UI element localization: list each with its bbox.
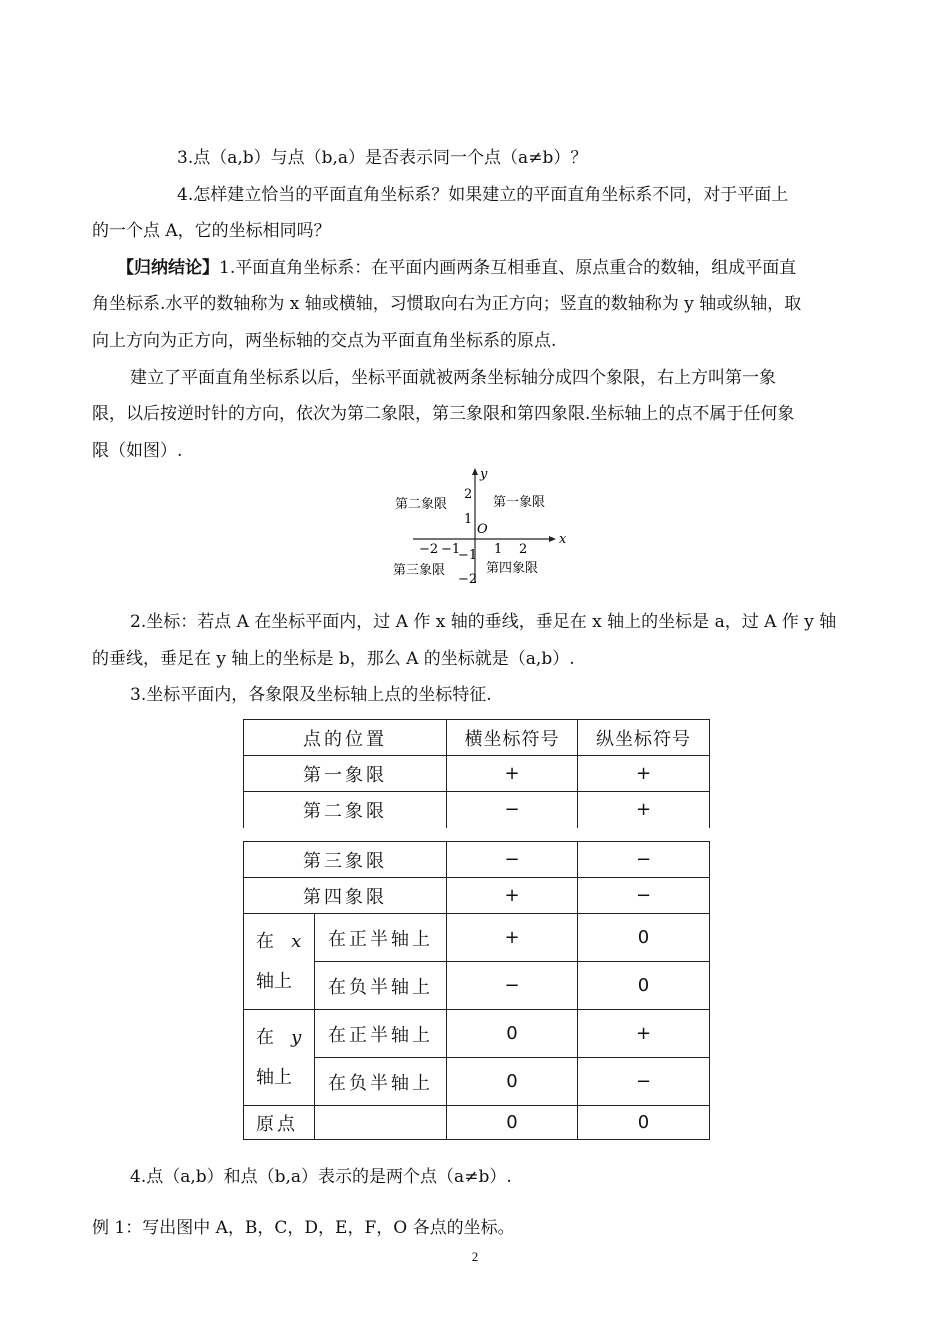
table-row [244,842,710,878]
y-sign: 0 [578,962,710,1010]
header-x-sign: 横坐标符号 [447,720,578,756]
on-x-axis-suffix: 轴上 [256,970,292,992]
y-sign: − [578,842,710,878]
x-sign: 0 [447,1010,578,1058]
x-tick-label: −1 [441,542,461,557]
x-sign: − [447,842,578,878]
y-tick-label: 2 [464,487,473,502]
x-tick-label: −2 [419,542,439,557]
origin-label: O [477,522,488,537]
quadrant-2-label: 第二象限 [395,497,448,512]
quadrant-paragraph-line1: 建立了平面直角坐标系以后，坐标平面就被两条坐标轴分成四个象限，右上方叫第一象 [130,368,776,388]
table-row [244,756,710,792]
y-sign: + [578,792,710,828]
quadrant-3-label: 第三象限 [393,563,446,578]
on-y-axis-suffix: 轴上 [256,1066,292,1088]
x-tick-label: 2 [519,542,528,557]
x-sign: − [447,792,578,828]
x-sign: + [447,914,578,962]
header-position: 点的位置 [244,720,447,756]
quadrant-4-label: 第四象限 [486,561,539,576]
x-axis-arrow [549,536,556,542]
row-label: 第二象限 [244,792,447,828]
on-x-axis-word: 在 [256,930,274,952]
question-3: 3.点（a,b）与点（b,a）是否表示同一个点（a≠b）？ [177,148,588,168]
sub-row-label: 在负半轴上 [315,962,447,1010]
page-number: 2 [471,1249,479,1264]
empty-cell [315,1106,447,1140]
row-label: 第四象限 [244,878,447,914]
x-sign: 0 [447,1106,578,1140]
table-row [244,1010,710,1058]
y-tick-label: 1 [464,512,473,527]
table-row [244,792,710,828]
table-header-row [244,720,710,756]
x-sign: − [447,962,578,1010]
on-y-axis-label [244,1010,315,1106]
sign-table-part1 [243,719,710,828]
x-sign: 0 [447,1058,578,1106]
row-label: 第三象限 [244,842,447,878]
y-tick-label: −1 [458,548,478,563]
conclusion-tag: 【归纳结论】 [117,258,219,278]
y-sign: + [578,756,710,792]
x-axis-label: x [559,532,567,547]
x-sign: + [447,878,578,914]
on-x-axis-label [244,914,315,1010]
y-axis-label: y [480,467,488,482]
conclusion-1-line1 [117,257,796,279]
y-sign: 0 [578,914,710,962]
sign-rules-heading: 3.坐标平面内，各象限及坐标轴上点的坐标特征. [130,685,492,705]
sub-row-label: 在正半轴上 [315,1010,447,1058]
row-label: 原点 [244,1106,315,1140]
y-sign: 0 [578,1106,710,1140]
question-4-line1: 4.怎样建立恰当的平面直角坐标系？如果建立的平面直角坐标系不同，对于平面上 [177,185,789,205]
row-label: 第一象限 [244,756,447,792]
example-1: 例 1：写出图中 A，B，C，D，E，F，O 各点的坐标。 [92,1218,515,1238]
y-tick-label: −2 [458,572,478,587]
y-sign: − [578,1058,710,1106]
quadrant-1-label: 第一象限 [493,495,546,510]
quadrant-figure [385,465,565,590]
sub-row-label: 在负半轴上 [315,1058,447,1106]
x-sign: + [447,756,578,792]
conclusion-1-line2: 角坐标系.水平的数轴称为 x 轴或横轴，习惯取向右为正方向；竖直的数轴称为 y 轴或纵轴，取 [92,294,802,314]
y-axis-arrow [472,468,478,475]
table-row [244,1106,710,1140]
sign-table-part2 [243,841,710,1140]
question-4-line2: 的一个点 A，它的坐标相同吗？ [92,221,331,241]
coordinate-definition-line1: 2.坐标：若点 A 在坐标平面内，过 A 作 x 轴的垂线，垂足在 x 轴上的坐标是 a，过 A 作 y 轴 [130,612,837,632]
y-sign: + [578,1010,710,1058]
header-y-sign: 纵坐标符号 [578,720,710,756]
y-sign: − [578,878,710,914]
on-y-axis-var: y [291,1026,302,1048]
quadrant-paragraph-line2: 限，以后按逆时针的方向，依次为第二象限，第三象限和第四象限.坐标轴上的点不属于任何象 [92,404,795,424]
conclusion-4: 4.点（a,b）和点（b,a）表示的是两个点（a≠b）. [130,1167,512,1187]
on-y-axis-word: 在 [256,1026,274,1048]
conclusion-1-text: 1.平面直角坐标系：在平面内画两条互相垂直、原点重合的数轴，组成平面直 [219,258,797,278]
x-tick-label: 1 [494,542,503,557]
table-row [244,914,710,962]
table-row [244,878,710,914]
sub-row-label: 在正半轴上 [315,914,447,962]
conclusion-1-line3: 向上方向为正方向，两坐标轴的交点为平面直角坐标系的原点. [92,331,557,351]
on-x-axis-var: x [291,930,302,952]
quadrant-paragraph-line3: 限（如图）. [92,441,183,461]
coordinate-definition-line2: 的垂线，垂足在 y 轴上的坐标是 b，那么 A 的坐标就是（a,b）. [92,649,575,669]
